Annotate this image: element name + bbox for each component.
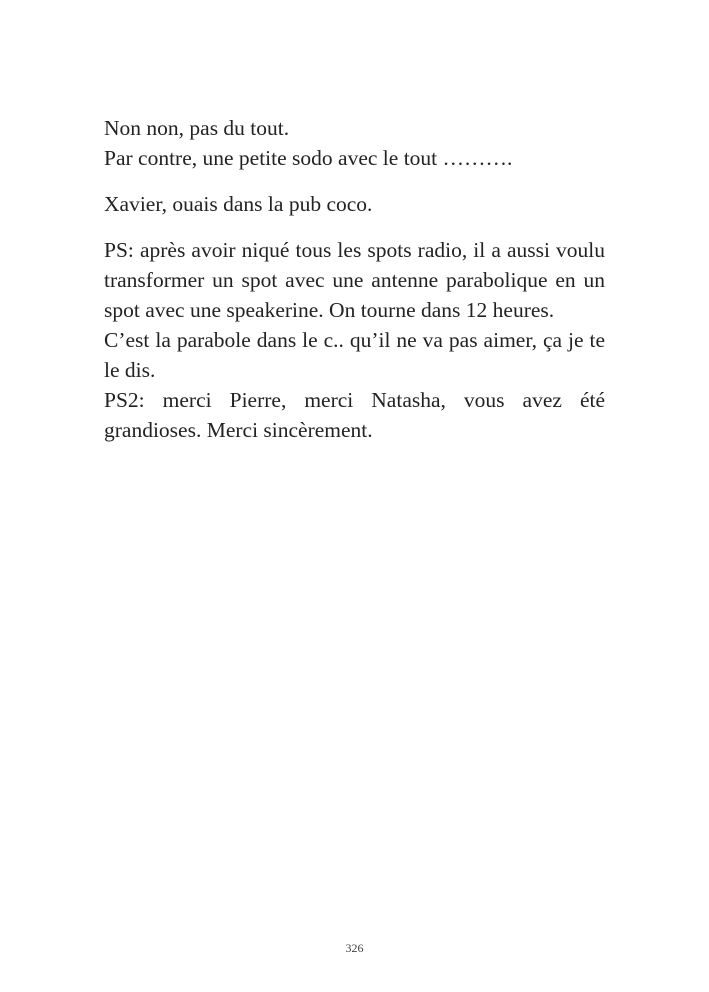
paragraph-1 — [104, 113, 605, 173]
page-number: 326 — [345, 941, 364, 955]
text-line: Xavier, ouais dans la pub coco. — [104, 192, 373, 216]
text-line: Par contre, une petite sodo avec le tout ………. — [104, 146, 513, 170]
paragraph-3 — [104, 235, 605, 445]
text-line: Non non, pas du tout. — [104, 116, 290, 140]
paragraph-2 — [104, 189, 605, 219]
page-body — [104, 113, 605, 445]
text-line: PS: après avoir niqué tous les spots radio, il a aussi voulu transformer un spot avec une antenne parabolique en un spot avec une speakerine. On tourne dans 12 heures. — [104, 238, 605, 322]
text-line: PS2: merci Pierre, merci Natasha, vous avez été grandioses. Merci sincèrement. — [104, 388, 605, 442]
text-line: C’est la parabole dans le c.. qu’il ne va pas aimer, ça je te le dis. — [104, 328, 605, 382]
